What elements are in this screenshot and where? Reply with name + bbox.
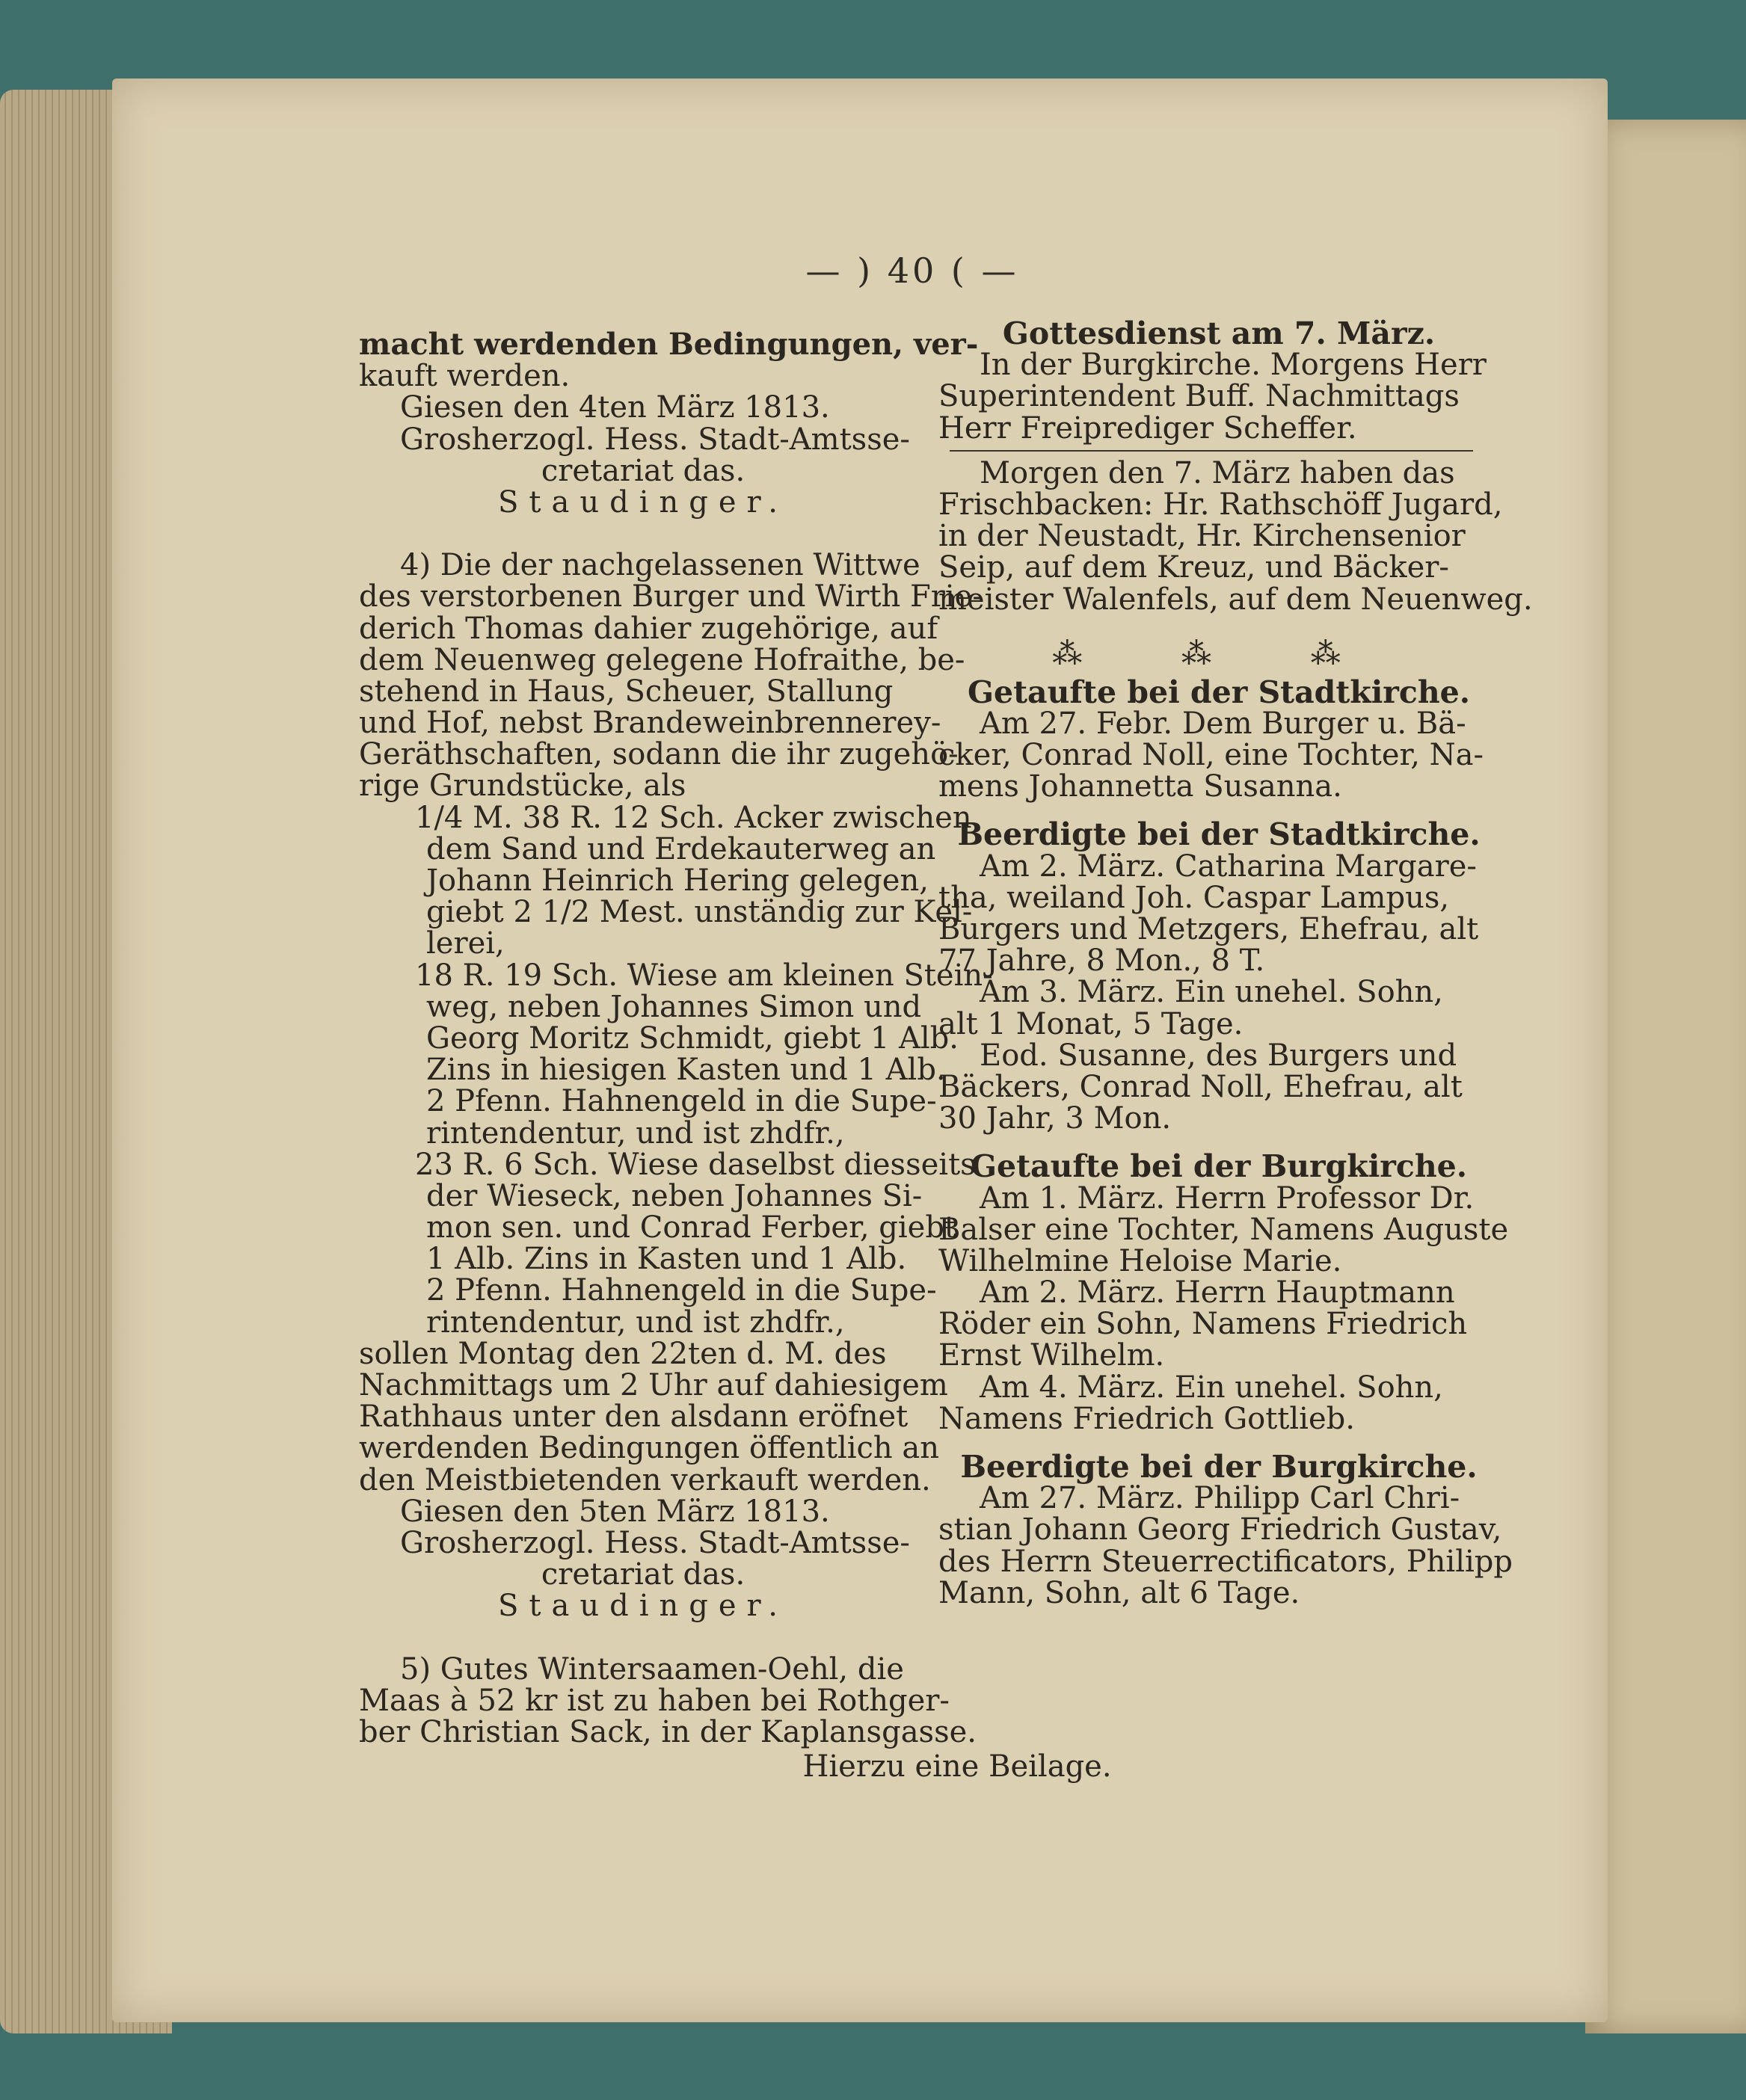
section-heading: Beerdigte bei der Burgkirche. bbox=[960, 1449, 1478, 1485]
text-line: 30 Jahr, 3 Mon. bbox=[938, 1101, 1172, 1136]
text-line: Herr Freiprediger Scheffer. bbox=[938, 410, 1357, 446]
text-line: Maas à 52 kr ist zu haben bei Rothger- bbox=[359, 1683, 950, 1718]
text-line: stian Johann Georg Friedrich Gustav, bbox=[938, 1512, 1502, 1548]
right-column bbox=[938, 315, 1533, 1610]
text-line: weg, neben Johannes Simon und bbox=[426, 989, 922, 1024]
page-number: — ) 40 ( — bbox=[805, 250, 1019, 291]
text-line: cker, Conrad Noll, eine Tochter, Na- bbox=[938, 738, 1484, 773]
text-line: alt 1 Monat, 5 Tage. bbox=[938, 1006, 1244, 1041]
section-heading: Getaufte bei der Stadtkirche. bbox=[967, 674, 1470, 710]
text-line: werdenden Bedingungen öffentlich an bbox=[359, 1431, 940, 1466]
text-line: macht werdenden Bedingungen, ver- bbox=[359, 327, 979, 362]
text-line: 2 Pfenn. Hahnengeld in die Supe- bbox=[426, 1084, 937, 1119]
text-line: Staudinger. bbox=[498, 484, 788, 520]
text-line: 1 Alb. Zins in Kasten und 1 Alb. bbox=[426, 1242, 907, 1277]
text-line: 77 Jahre, 8 Mon., 8 T. bbox=[938, 943, 1265, 979]
text-line: Staudinger. bbox=[498, 1589, 788, 1624]
adjacent-page bbox=[1585, 120, 1746, 2033]
text-line: Frischbacken: Hr. Rathschöff Jugard, bbox=[938, 487, 1503, 522]
text-line: Bäckers, Conrad Noll, Ehefrau, alt bbox=[938, 1069, 1463, 1104]
text-line: Mann, Sohn, alt 6 Tage. bbox=[938, 1575, 1300, 1610]
text-line: Grosherzogl. Hess. Stadt-Amtsse- bbox=[400, 422, 910, 457]
text-line: Am 2. März. Herrn Hauptmann bbox=[980, 1275, 1455, 1311]
section-heading: Beerdigte bei der Stadtkirche. bbox=[957, 816, 1481, 853]
text-line bbox=[359, 518, 927, 549]
text-line: lerei, bbox=[426, 926, 505, 961]
text-line: meister Walenfels, auf dem Neuenweg. bbox=[938, 582, 1533, 617]
text-line: rintendentur, und ist zhdfr., bbox=[426, 1115, 845, 1151]
section-heading: Gottesdienst am 7. März. bbox=[1002, 315, 1436, 351]
text-line: Rathhaus unter den alsdann eröfnet bbox=[359, 1400, 909, 1435]
text-line: 2 Pfenn. Hahnengeld in die Supe- bbox=[426, 1273, 937, 1308]
text-line: 18 R. 19 Sch. Wiese am kleinen Stein- bbox=[415, 958, 993, 993]
text-line: Am 27. Febr. Dem Burger u. Bä- bbox=[980, 706, 1466, 741]
text-line: Nachmittags um 2 Uhr auf dahiesigem bbox=[359, 1368, 948, 1402]
text-line bbox=[938, 615, 1499, 632]
text-line: Am 1. März. Herrn Professor Dr. bbox=[980, 1180, 1475, 1216]
text-line: Ernst Wilhelm. bbox=[938, 1338, 1165, 1373]
text-line: Eod. Susanne, des Burgers und bbox=[980, 1038, 1457, 1073]
text-line: Georg Moritz Schmidt, giebt 1 Alb. bbox=[426, 1020, 959, 1056]
text-line: des verstorbenen Burger und Wirth Frie- bbox=[359, 579, 983, 615]
text-line: ber Christian Sack, in der Kaplansgasse. bbox=[359, 1714, 977, 1749]
text-line: Namens Friedrich Gottlieb. bbox=[938, 1401, 1355, 1436]
text-line: mens Johannetta Susanna. bbox=[938, 769, 1342, 804]
text-line: 1/4 M. 38 R. 12 Sch. Acker zwischen bbox=[415, 800, 972, 835]
text-line: Am 27. März. Philipp Carl Chri- bbox=[980, 1481, 1460, 1516]
text-line: und Hof, nebst Brandeweinbrennerey- bbox=[359, 706, 941, 741]
text-line: giebt 2 1/2 Mest. unständig zur Kel- bbox=[426, 895, 973, 930]
text-line: ⁂ ⁂ ⁂ bbox=[1052, 636, 1386, 671]
text-line: In der Burgkirche. Morgens Herr bbox=[980, 348, 1487, 383]
text-line: Am 4. März. Ein unehel. Sohn, bbox=[980, 1370, 1443, 1405]
text-line: Seip, auf dem Kreuz, und Bäcker- bbox=[938, 550, 1449, 585]
footer-note: Hierzu eine Beilage. bbox=[802, 1749, 1112, 1784]
text-line: sollen Montag den 22ten d. M. des bbox=[359, 1336, 887, 1371]
text-line: 4) Die der nachgelassenen Wittwe bbox=[400, 548, 920, 583]
section-heading: Getaufte bei der Burgkirche. bbox=[970, 1148, 1468, 1185]
text-line: Balser eine Tochter, Namens Auguste bbox=[938, 1212, 1509, 1247]
text-line: derich Thomas dahier zugehörige, auf bbox=[359, 611, 938, 646]
text-line: dem Sand und Erdekauterweg an bbox=[426, 831, 936, 866]
text-line: 5) Gutes Wintersaamen-Oehl, die bbox=[400, 1651, 904, 1687]
text-line: Morgen den 7. März haben das bbox=[980, 455, 1455, 490]
text-line: der Wieseck, neben Johannes Si- bbox=[426, 1178, 923, 1213]
text-line: Am 3. März. Ein unehel. Sohn, bbox=[980, 975, 1443, 1010]
text-line: in der Neustadt, Hr. Kirchensenior bbox=[938, 519, 1466, 554]
text-line: Giesen den 4ten März 1813. bbox=[400, 390, 830, 425]
text-line: Am 2. März. Catharina Margare- bbox=[980, 849, 1477, 884]
divider-rule bbox=[950, 450, 1473, 452]
text-line: mon sen. und Conrad Ferber, giebt bbox=[426, 1210, 957, 1245]
text-line: Wilhelmine Heloise Marie. bbox=[938, 1243, 1342, 1278]
text-line: rintendentur, und ist zhdfr., bbox=[426, 1305, 845, 1340]
text-line: Burgers und Metzgers, Ehefrau, alt bbox=[938, 912, 1479, 946]
text-line: 23 R. 6 Sch. Wiese daselbst diesseits bbox=[415, 1147, 976, 1182]
text-line: cretariat das. bbox=[541, 1557, 746, 1592]
text-line: des Herrn Steuerrectificators, Philipp bbox=[938, 1544, 1513, 1579]
text-line: Zins in hiesigen Kasten und 1 Alb. bbox=[426, 1053, 946, 1088]
text-line: Giesen den 5ten März 1813. bbox=[400, 1494, 830, 1529]
text-line: Superintendent Buff. Nachmittags bbox=[938, 379, 1460, 414]
text-line: Grosherzogl. Hess. Stadt-Amtsse- bbox=[400, 1525, 910, 1560]
text-line: stehend in Haus, Scheuer, Stallung bbox=[359, 674, 894, 709]
text-line: cretariat das. bbox=[541, 453, 746, 488]
text-line: dem Neuenweg gelegene Hofraithe, be- bbox=[359, 642, 965, 677]
text-line: den Meistbietenden verkauft werden. bbox=[359, 1462, 931, 1497]
left-column bbox=[359, 327, 993, 1749]
text-line: Johann Heinrich Hering gelegen, bbox=[426, 863, 929, 898]
text-line: rige Grundstücke, als bbox=[359, 769, 686, 804]
text-line bbox=[359, 1622, 927, 1654]
text-line: Geräthschaften, sodann die ihr zugehö- bbox=[359, 737, 959, 772]
text-line: tha, weiland Joh. Caspar Lampus, bbox=[938, 880, 1450, 915]
text-line: kauft werden. bbox=[359, 359, 571, 394]
text-line: Röder ein Sohn, Namens Friedrich bbox=[938, 1307, 1468, 1342]
